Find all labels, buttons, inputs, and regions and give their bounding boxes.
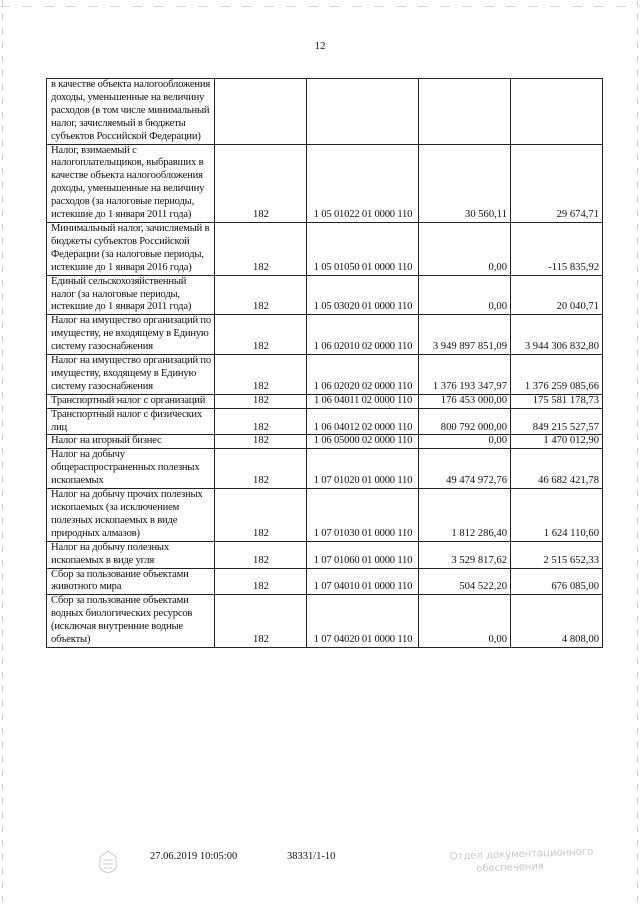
row-admin-code: 182 <box>215 315 307 355</box>
row-actual-amount: 175 581 178,73 <box>511 394 603 408</box>
watermark-line-1: Отдел документационного <box>449 846 594 863</box>
table-row <box>47 315 603 355</box>
row-budget-code: 1 06 04011 02 0000 110 <box>307 394 419 408</box>
row-budget-code: 1 07 04010 01 0000 110 <box>307 568 419 595</box>
table-row <box>47 595 603 648</box>
row-plan-amount: 3 949 897 851,09 <box>419 315 511 355</box>
row-plan-amount: 30 560,11 <box>419 144 511 222</box>
row-name: Налог, взимаемый с налогоплательщиков, выбравших в качестве объекта налогообложения доходы, уменьшенные на величину расходов (за налоговые периоды, истекшие до 1 января 2011 года) <box>47 144 215 222</box>
row-name: Налог на имущество организаций по имуществу, не входящему в Единую систему газоснабжения <box>47 315 215 355</box>
row-name: Налог на имущество организаций по имуществу, входящему в Единую систему газоснабжения <box>47 355 215 395</box>
row-plan-amount <box>419 79 511 145</box>
row-actual-amount: 849 215 527,57 <box>511 408 603 435</box>
table-row <box>47 144 603 222</box>
row-admin-code <box>215 79 307 145</box>
row-budget-code: 1 06 02020 02 0000 110 <box>307 355 419 395</box>
table-row <box>47 568 603 595</box>
row-budget-code: 1 05 01022 01 0000 110 <box>307 144 419 222</box>
table-row <box>47 355 603 395</box>
row-plan-amount: 3 529 817,62 <box>419 541 511 568</box>
document-number: 38331/1-10 <box>287 851 336 862</box>
table-row <box>47 489 603 542</box>
scan-artifact-right <box>637 0 638 905</box>
coat-of-arms-icon <box>92 848 124 880</box>
row-name: Налог на игорный бизнес <box>47 435 215 449</box>
table-row <box>47 449 603 489</box>
row-plan-amount: 1 376 193 347,97 <box>419 355 511 395</box>
row-name: Сбор за пользование объектами животного мира <box>47 568 215 595</box>
row-actual-amount: 676 085,00 <box>511 568 603 595</box>
row-plan-amount: 0,00 <box>419 595 511 648</box>
scan-artifact-left <box>2 0 3 905</box>
row-admin-code: 182 <box>215 449 307 489</box>
row-budget-code <box>307 79 419 145</box>
revenue-table <box>46 78 603 648</box>
row-plan-amount: 0,00 <box>419 275 511 315</box>
row-actual-amount: 20 040,71 <box>511 275 603 315</box>
row-admin-code: 182 <box>215 489 307 542</box>
row-actual-amount: 2 515 652,33 <box>511 541 603 568</box>
row-admin-code: 182 <box>215 435 307 449</box>
row-actual-amount: -115 835,92 <box>511 222 603 275</box>
row-actual-amount: 1 376 259 085,66 <box>511 355 603 395</box>
watermark-line-2: обеспечения <box>476 861 545 875</box>
row-admin-code: 182 <box>215 595 307 648</box>
row-admin-code: 182 <box>215 275 307 315</box>
row-actual-amount <box>511 79 603 145</box>
row-budget-code: 1 06 02010 02 0000 110 <box>307 315 419 355</box>
row-admin-code: 182 <box>215 355 307 395</box>
timestamp: 27.06.2019 10:05:00 <box>150 851 238 862</box>
row-actual-amount: 1 624 110,60 <box>511 489 603 542</box>
row-name: Налог на добычу прочих полезных ископаемых (за исключением полезных ископаемых в виде природных алмазов) <box>47 489 215 542</box>
row-admin-code: 182 <box>215 568 307 595</box>
row-name: Транспортный налог с организаций <box>47 394 215 408</box>
row-name: Единый сельскохозяйственный налог (за налоговые периоды, истекшие до 1 января 2011 года) <box>47 275 215 315</box>
row-name: в качестве объекта налогообложения доходы, уменьшенные на величину расходов (в том числе минимальный налог, зачисляемый в бюджеты субъектов Российской Федерации) <box>47 79 215 145</box>
row-budget-code: 1 07 04020 01 0000 110 <box>307 595 419 648</box>
table-row <box>47 435 603 449</box>
row-admin-code: 182 <box>215 222 307 275</box>
row-plan-amount: 0,00 <box>419 222 511 275</box>
page-footer <box>0 848 640 888</box>
row-budget-code: 1 05 01050 01 0000 110 <box>307 222 419 275</box>
row-plan-amount: 1 812 286,40 <box>419 489 511 542</box>
row-plan-amount: 49 474 972,76 <box>419 449 511 489</box>
row-admin-code: 182 <box>215 541 307 568</box>
row-name: Минимальный налог, зачисляемый в бюджеты субъектов Российской Федерации (за налоговые периоды, истекшие до 1 января 2016 года) <box>47 222 215 275</box>
row-budget-code: 1 07 01060 01 0000 110 <box>307 541 419 568</box>
department-watermark <box>450 846 594 877</box>
table-row <box>47 79 603 145</box>
table-row <box>47 394 603 408</box>
row-plan-amount: 176 453 000,00 <box>419 394 511 408</box>
row-actual-amount: 1 470 012,90 <box>511 435 603 449</box>
row-plan-amount: 800 792 000,00 <box>419 408 511 435</box>
row-name: Налог на добычу полезных ископаемых в виде угля <box>47 541 215 568</box>
row-plan-amount: 0,00 <box>419 435 511 449</box>
row-actual-amount: 46 682 421,78 <box>511 449 603 489</box>
row-budget-code: 1 07 01020 01 0000 110 <box>307 449 419 489</box>
table-row <box>47 408 603 435</box>
table-row <box>47 275 603 315</box>
row-budget-code: 1 06 05000 02 0000 110 <box>307 435 419 449</box>
row-budget-code: 1 05 03020 01 0000 110 <box>307 275 419 315</box>
row-admin-code: 182 <box>215 144 307 222</box>
row-budget-code: 1 06 04012 02 0000 110 <box>307 408 419 435</box>
row-name: Транспортный налог с физических лиц <box>47 408 215 435</box>
row-name: Сбор за пользование объектами водных биологических ресурсов (исключая внутренние водные объекты) <box>47 595 215 648</box>
row-admin-code: 182 <box>215 394 307 408</box>
row-admin-code: 182 <box>215 408 307 435</box>
row-actual-amount: 3 944 306 832,80 <box>511 315 603 355</box>
scan-artifact-top <box>0 6 640 7</box>
row-plan-amount: 504 522,20 <box>419 568 511 595</box>
table-row <box>47 222 603 275</box>
row-actual-amount: 4 808,00 <box>511 595 603 648</box>
page-number: 12 <box>314 40 326 52</box>
row-budget-code: 1 07 01030 01 0000 110 <box>307 489 419 542</box>
row-actual-amount: 29 674,71 <box>511 144 603 222</box>
row-name: Налог на добычу общераспространенных полезных ископаемых <box>47 449 215 489</box>
table-row <box>47 541 603 568</box>
